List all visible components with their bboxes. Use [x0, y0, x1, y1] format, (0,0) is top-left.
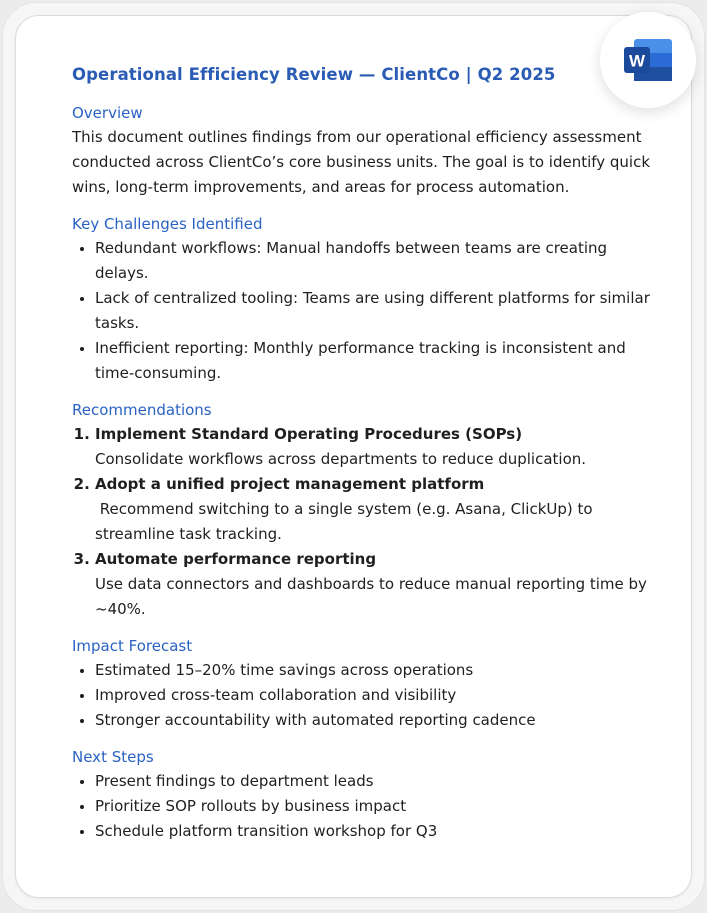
recommendation-desc: Use data connectors and dashboards to reduce manual reporting time by ~40%. [95, 575, 647, 618]
overview-section [72, 101, 652, 200]
list-item: • Redundant workflows: Manual handoffs between teams are creating delays. [95, 236, 652, 286]
list-item [95, 547, 652, 622]
recommendations-section [72, 398, 652, 622]
recommendation-desc: Consolidate workflows across departments to reduce duplication. [95, 450, 587, 468]
challenges-heading: Key Challenges Identified [72, 215, 263, 233]
document-body [72, 62, 652, 844]
list-item: • Improved cross-team collaboration and visibility [95, 683, 652, 708]
list-item: • Inefficient reporting: Monthly performance tracking is inconsistent and time-consuming. [95, 336, 652, 386]
list-item [95, 422, 652, 472]
document-title: Operational Efficiency Review — ClientCo | Q2 2025 [72, 65, 556, 84]
recommendation-title: Implement Standard Operating Procedures (SOPs) [95, 425, 523, 443]
list-item: • Present findings to department leads [95, 769, 652, 794]
list-item: • Estimated 15–20% time savings across operations [95, 658, 652, 683]
list-item: • Schedule platform transition workshop for Q3 [95, 819, 652, 844]
recommendation-title: Automate performance reporting [95, 550, 377, 568]
challenges-list [72, 236, 652, 386]
recommendations-heading: Recommendations [72, 401, 212, 419]
next-steps-section [72, 745, 652, 844]
impact-section [72, 634, 652, 733]
list-item: • Lack of centralized tooling: Teams are using different platforms for similar tasks. [95, 286, 652, 336]
challenges-section [72, 212, 652, 386]
list-item [95, 472, 652, 547]
recommendations-list [72, 422, 652, 622]
impact-list [72, 658, 652, 733]
impact-heading: Impact Forecast [72, 637, 193, 655]
overview-text: This document outlines findings from our operational efficiency assessment conducted across ClientCo’s core business units. The goal is to identify quick wins, long-term improvements, and areas for process automation. [72, 128, 651, 196]
overview-heading: Overview [72, 104, 143, 122]
list-item: • Prioritize SOP rollouts by business impact [95, 794, 652, 819]
recommendation-title: Adopt a unified project management platform [95, 475, 485, 493]
next-steps-heading: Next Steps [72, 748, 154, 766]
next-steps-list [72, 769, 652, 844]
recommendation-desc: Recommend switching to a single system (e.g. Asana, ClickUp) to streamline task tracking. [95, 500, 598, 543]
word-icon-letter: W [628, 51, 646, 71]
list-item: • Stronger accountability with automated reporting cadence [95, 708, 652, 733]
